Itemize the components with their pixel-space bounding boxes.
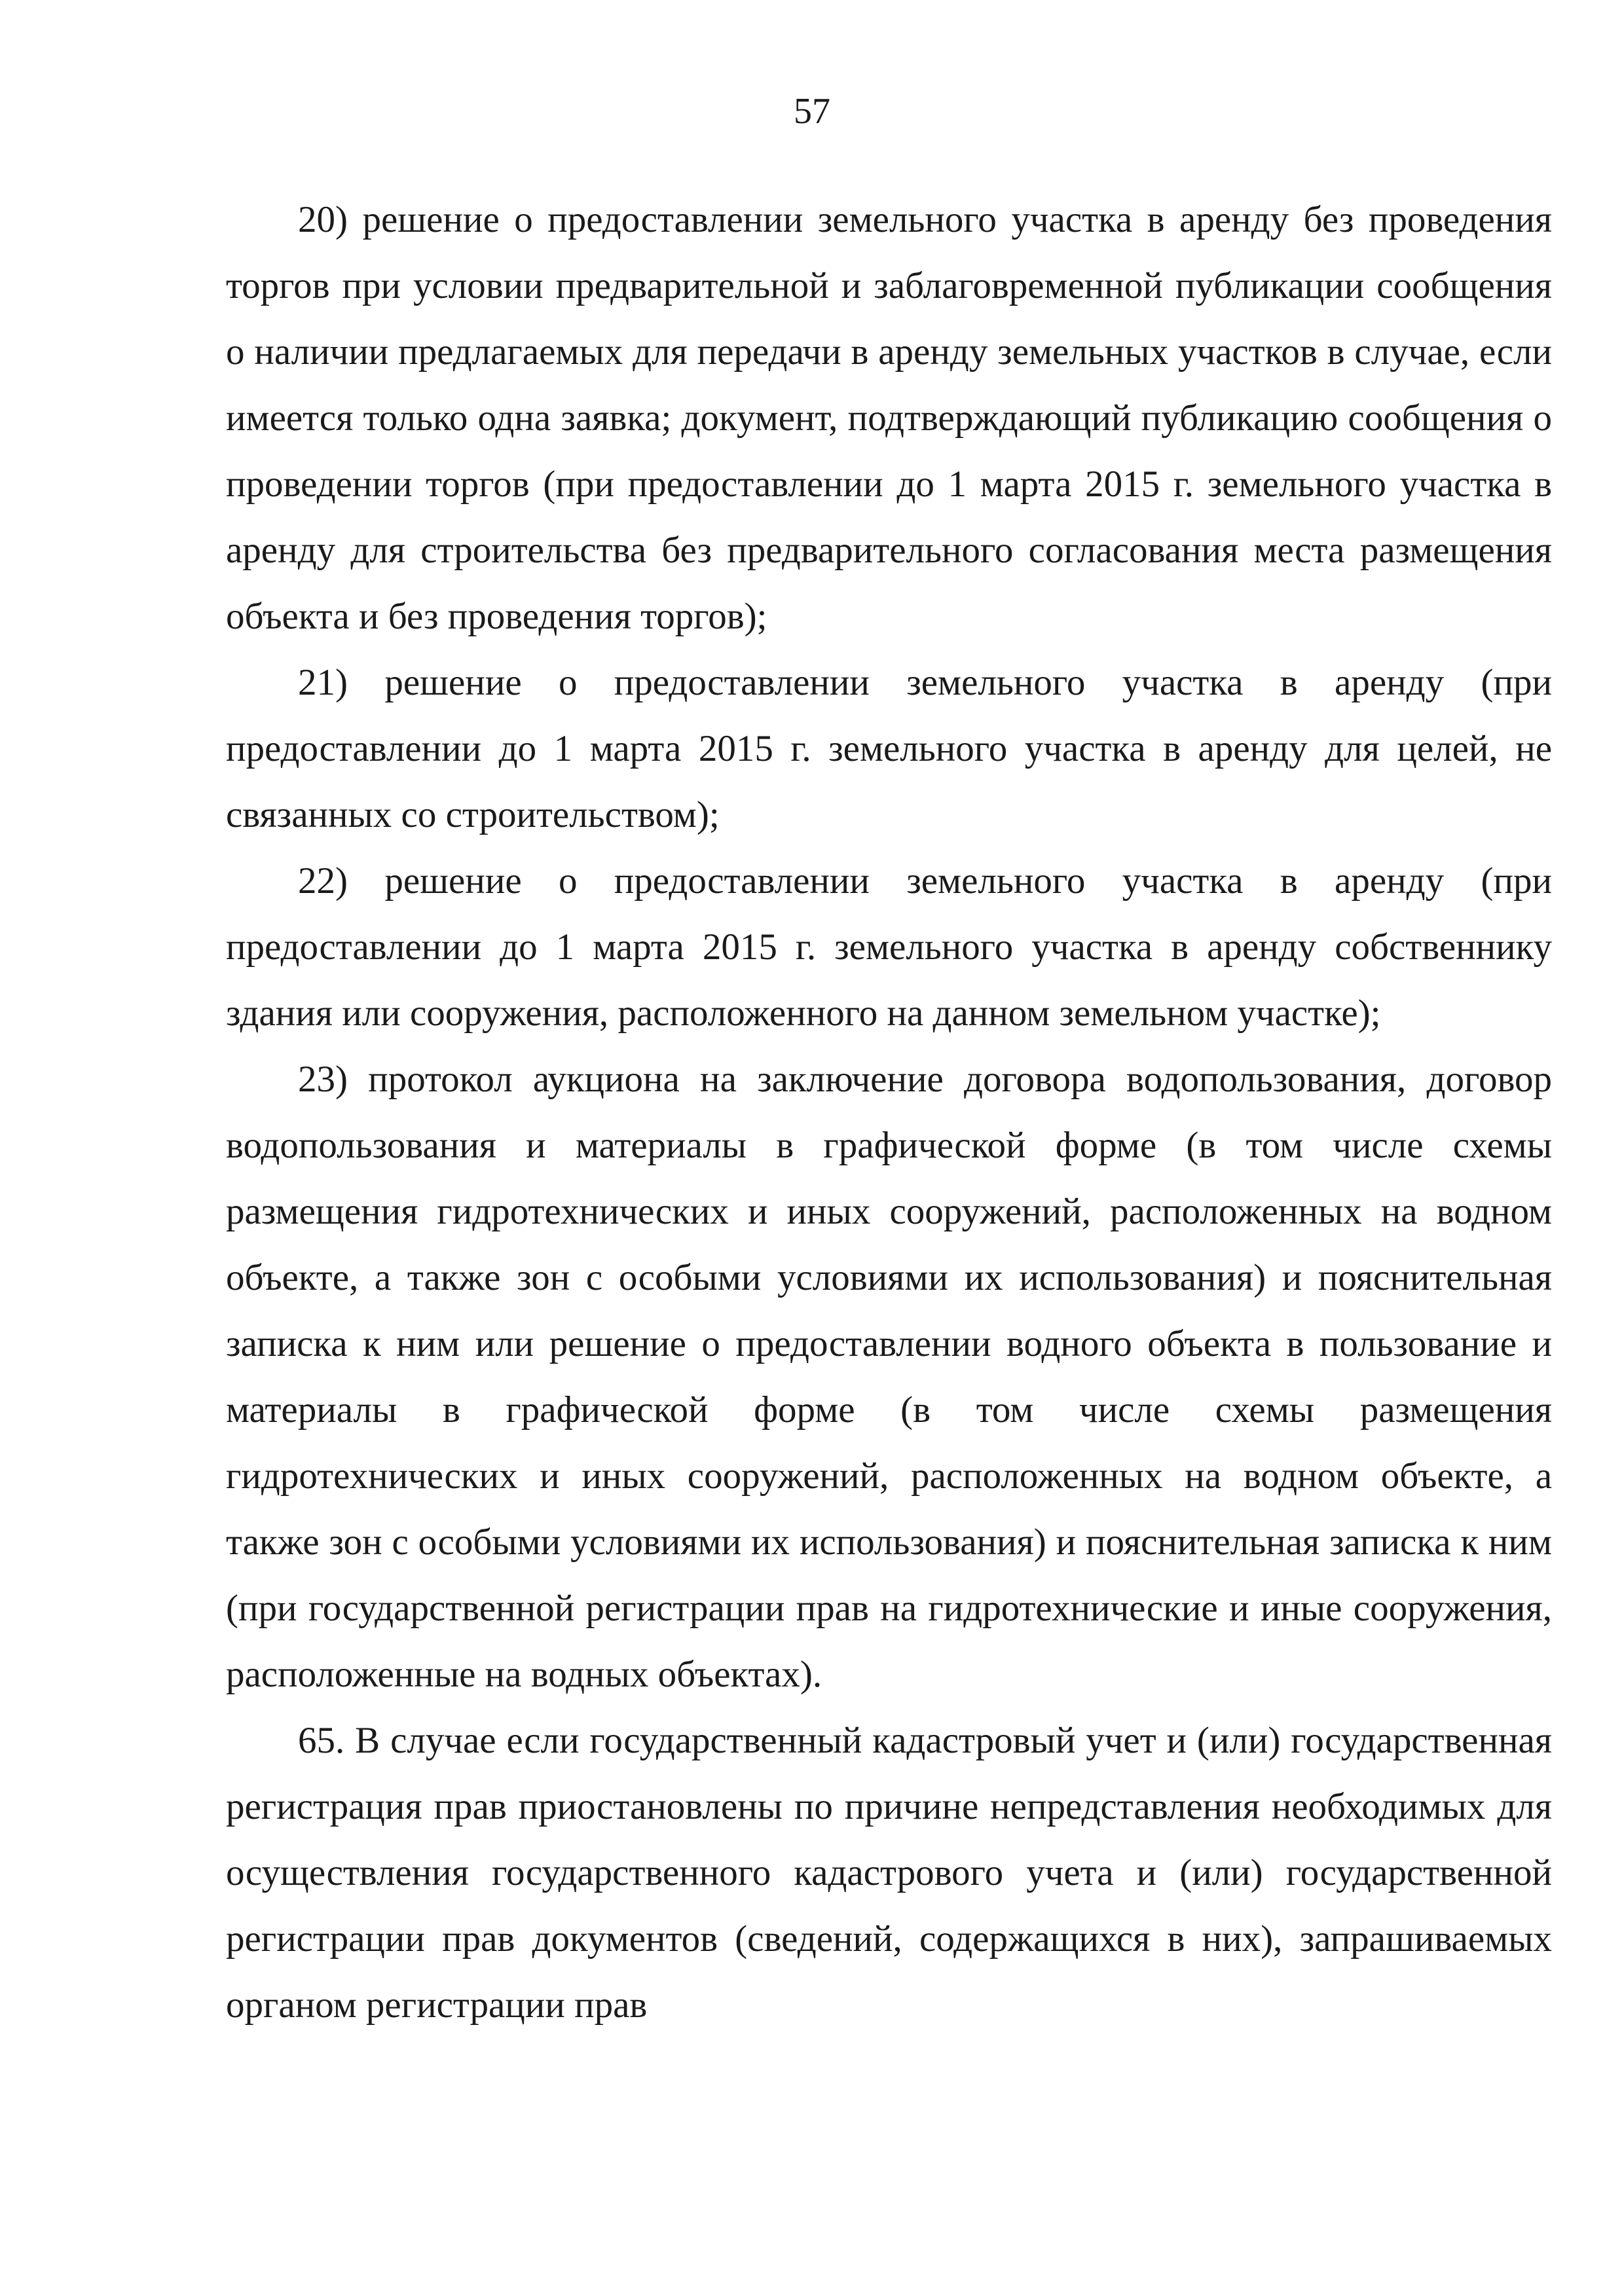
document-body (226, 187, 1552, 2038)
paragraph-item-21: 21) решение о предоставлении земельного участка в аренду (при предоставлении до 1 марта 2015 г. земельного участка в аренду для целей, не связанных со строительством); (226, 662, 1552, 835)
paragraph-clause-65: 65. В случае если государственный кадастровый учет и (или) государственная регистрация прав приостановлены по причине непредставления необходимых для осуществления государственного кадастрового учета и (или) государственной регистрации прав документов (сведений, содержащихся в них), запрашиваемых органом регистрации прав (226, 1720, 1552, 2026)
page-number: 57 (794, 91, 830, 132)
paragraph-item-22: 22) решение о предоставлении земельного участка в аренду (при предоставлении до 1 марта 2015 г. земельного участка в аренду собственнику здания или сооружения, расположенного на данном земельном участке); (226, 860, 1552, 1034)
paragraph-item-23: 23) протокол аукциона на заключение договора водопользования, договор водопользования и материалы в графической форме (в том числе схемы размещения гидротехнических и иных сооружений, расположенных на водном объекте, а также зон с особыми условиями их использования) и пояснительная записка к ним или решение о предоставлении водного объекта в пользование и материалы в графической форме (в том числе схемы размещения гидротехнических и иных сооружений, расположенных на водном объекте, а также зон с особыми условиями их использования) и пояснительная записка к ним (при государственной регистрации прав на гидротехнические и иные сооружения, расположенные на водных объектах). (226, 1059, 1552, 1695)
paragraph-item-20: 20) решение о предоставлении земельного участка в аренду без проведения торгов при условии предварительной и заблаговременной публикации сообщения о наличии предлагаемых для передачи в аренду земельных участков в случае, если имеется только одна заявка; документ, подтверждающий публикацию сообщения о проведении торгов (при предоставлении до 1 марта 2015 г. земельного участка в аренду для строительства без предварительного согласования места размещения объекта и без проведения торгов); (226, 199, 1552, 637)
